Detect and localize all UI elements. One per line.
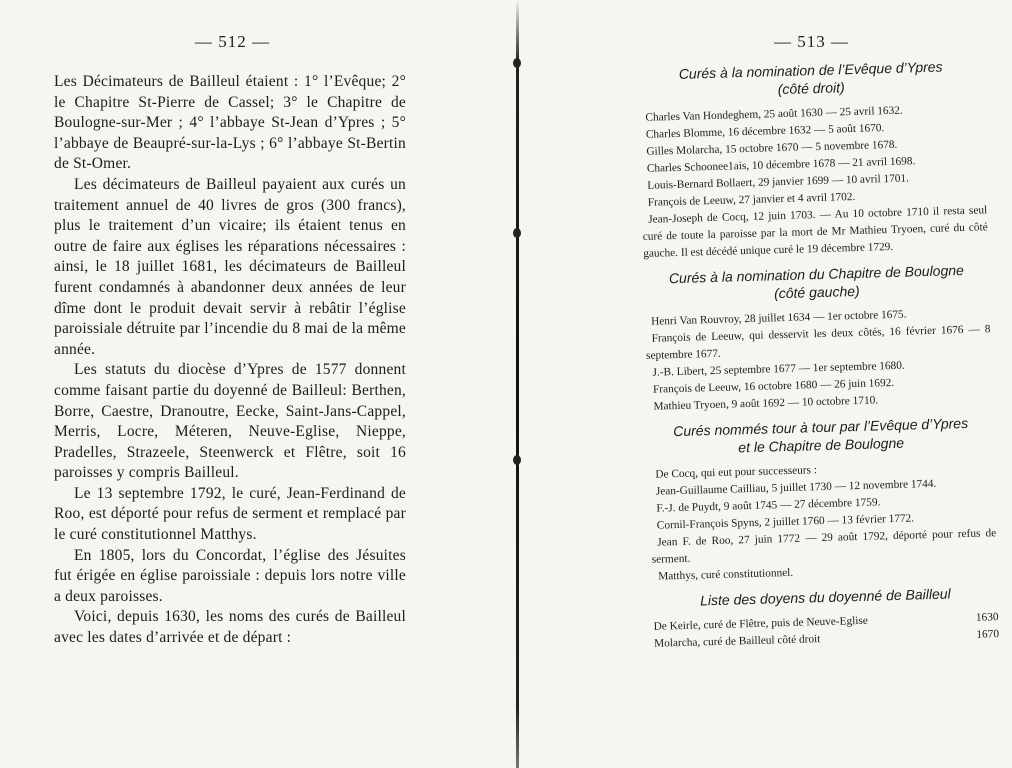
page-number-right: — 513 — <box>774 32 849 51</box>
list-item: Jean-Guillaume Cailliau, 5 juillet 1730 — 12 novembre 1744. <box>655 477 937 498</box>
doyen-name: Molarcha, curé de Bailleul côté droit <box>653 633 821 650</box>
list-item: Henri Van Rouvroy, 28 juillet 1634 — 1er octobre 1675. <box>650 308 907 328</box>
list-item: Mathieu Tryoen, 9 août 1692 — 10 octobre 1710. <box>653 394 879 413</box>
page-number-left: — 512 — <box>195 32 270 51</box>
binding-line <box>516 0 519 768</box>
list-item: Cornil-François Spyns, 2 juillet 1760 — 13 février 1772. <box>656 512 915 532</box>
paragraph-statuts: Les statuts du diocèse d’Ypres de 1577 donnent comme faisant partie du doyenné de Bailleul: Berthen, Borre, Caestre, Dranoutre, Eecke, Saint-Jans-Cappel, Merris, Locre, Méteren, Neuve-Eglise, Nieppe, Pradelles, Strazeele, Steenwerck et Flêtre, soit 16 paroisses y compris Bailleul. <box>54 361 406 482</box>
list-item: Jean F. de Roo, 27 juin 1772 — 29 août 1792, déporté pour refus de serment. <box>651 527 997 566</box>
list-item: De Cocq, qui eut pour successeurs : <box>655 464 818 481</box>
paragraph-1792: Le 13 septembre 1792, le curé, Jean-Ferdinand de Roo, est déporté pour refus de serment et remplacé par le curé constitutionnel Matthys. <box>54 484 406 544</box>
list-item: Louis-Bernard Bollaert, 29 janvier 1699 — 10 avril 1701. <box>647 172 910 192</box>
doyen-year: 1670 <box>976 628 1000 641</box>
section-title-chapitre: Curés à la nomination du Chapitre de Boulogne (côté gauche) <box>668 261 965 302</box>
list-item: Matthys, curé constitutionnel. <box>658 566 794 583</box>
list-item: François de Leeuw, 16 octobre 1680 — 26 juin 1692. <box>652 376 895 396</box>
left-body-text <box>54 72 406 649</box>
paragraph-traitement: Les décimateurs de Bailleul payaient aux curés un traitement annuel de 40 livres de gros (300 francs), plus le traitement d’un vicaire; ils étaient tenus en outre de faire aux églises les réparations nécessaires : ainsi, le 18 juillet 1681, les décimateurs de Bailleul furent condamnés à abandonner deux années de leur dîme dont le produit devait servir à rebâtir l’église paroissiale détruite par l’incendie du 8 mai de la même année. <box>54 175 406 358</box>
list-item: F.-J. de Puydt, 9 août 1745 — 27 décembre 1759. <box>656 496 881 515</box>
paragraph-concordat: En 1805, lors du Concordat, l’église des Jésuites fut érigée en église paroissiale : depuis lors notre ville a deux paroisses. <box>54 546 406 605</box>
paragraph-voici: Voici, depuis 1630, les noms des curés de Bailleul avec les dates d’arrivée et de départ : <box>54 608 406 647</box>
right-page <box>520 0 1012 768</box>
right-body-text <box>638 56 999 652</box>
section-title-tour-a-tour: Curés nommés tour à tour par l’Evêque d’Ypres et le Chapitre de Boulogne <box>673 414 969 456</box>
doyen-year: 1630 <box>975 611 999 624</box>
doyen-name: De Keirle, curé de Flêtre, puis de Neuve-Eglise <box>653 614 868 633</box>
list-item: Jean-Joseph de Cocq, 12 juin 1703. — Au 10 octobre 1710 il resta seul curé de toute la paroisse par la mort de Mr Mathieu Tryoen, curé du côté gauche. Il est décédé unique curé le 19 décembre 1729. <box>642 204 988 260</box>
section-title-eveque: Curés à la nomination de l’Evêque d’Ypres (côté droit) <box>678 58 943 98</box>
list-item: Charles Van Hondeghem, 25 août 1630 — 25 avril 1632. <box>645 104 903 124</box>
list-item: Charles Schoonee1ais, 10 décembre 1678 — 21 avril 1698. <box>646 155 916 175</box>
paragraph-decimateurs: Les Décimateurs de Bailleul étaient : 1° l’Evêque; 2° le Chapitre St-Pierre de Cassel; 3° le Chapitre de Boulogne-sur-Mer ; 4° l’abbaye St-Jean d’Ypres ; 5° l’abbaye de Beaupré-sur-la-Lys ; 6° l’abbaye St-Bertin de St-Omer. <box>54 73 406 173</box>
list-item: Gilles Molarcha, 15 octobre 1670 — 5 novembre 1678. <box>646 138 898 158</box>
list-item: François de Leeuw, qui desservit les deux côtés, 16 février 1676 — 8 septembre 1677. <box>645 323 991 362</box>
list-item: J.-B. Libert, 25 septembre 1677 — 1er septembre 1680. <box>652 359 905 379</box>
section-title-doyens: Liste des doyens du doyenné de Bailleul <box>699 585 951 609</box>
list-item: François de Leeuw, 27 janvier et 4 avril 1702. <box>647 190 856 209</box>
list-item: Charles Blomme, 16 décembre 1632 — 5 août 1670. <box>645 122 885 141</box>
